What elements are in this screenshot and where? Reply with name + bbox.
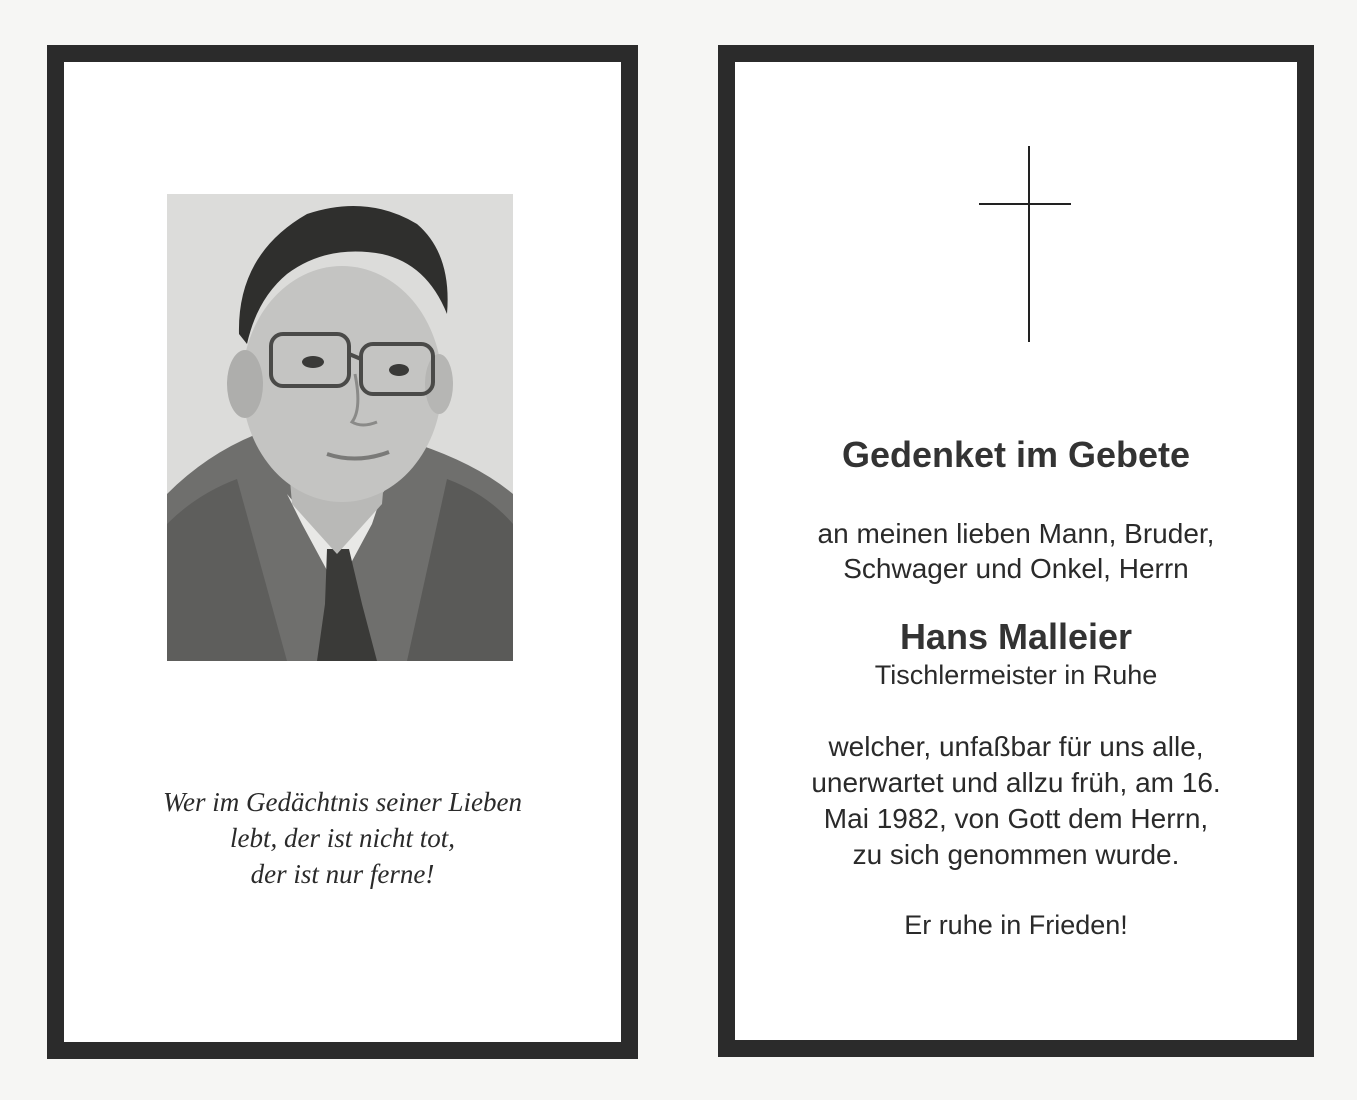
portrait-illustration — [167, 194, 513, 661]
verse-line: Wer im Gedächtnis seiner Lieben — [163, 787, 522, 817]
dedication-line: an meinen lieben Mann, Bruder, — [817, 518, 1215, 549]
verse-line: lebt, der ist nicht tot, — [230, 823, 455, 853]
message-line: welcher, unfaßbar für uns alle, — [828, 731, 1204, 762]
portrait-photo — [167, 194, 513, 661]
heading: Gedenket im Gebete — [841, 434, 1191, 475]
occupation: Tischlermeister in Ruhe — [874, 660, 1158, 690]
message-line: Mai 1982, von Gott dem Herrn, — [823, 803, 1209, 834]
deceased-name: Hans Malleier — [899, 616, 1133, 657]
memorial-verse — [64, 784, 621, 892]
memorial-card-back — [718, 45, 1314, 1057]
dedication-line: Schwager und Onkel, Herrn — [843, 553, 1189, 584]
death-notice — [735, 729, 1297, 873]
cross-icon — [961, 146, 1071, 342]
memorial-card-front — [47, 45, 638, 1059]
verse-line: der ist nur ferne! — [250, 859, 435, 889]
dedication — [735, 516, 1297, 586]
message-line: unerwartet und allzu früh, am 16. — [811, 767, 1221, 798]
message-line: zu sich genommen wurde. — [852, 839, 1180, 870]
closing-line: Er ruhe in Frieden! — [904, 910, 1128, 940]
